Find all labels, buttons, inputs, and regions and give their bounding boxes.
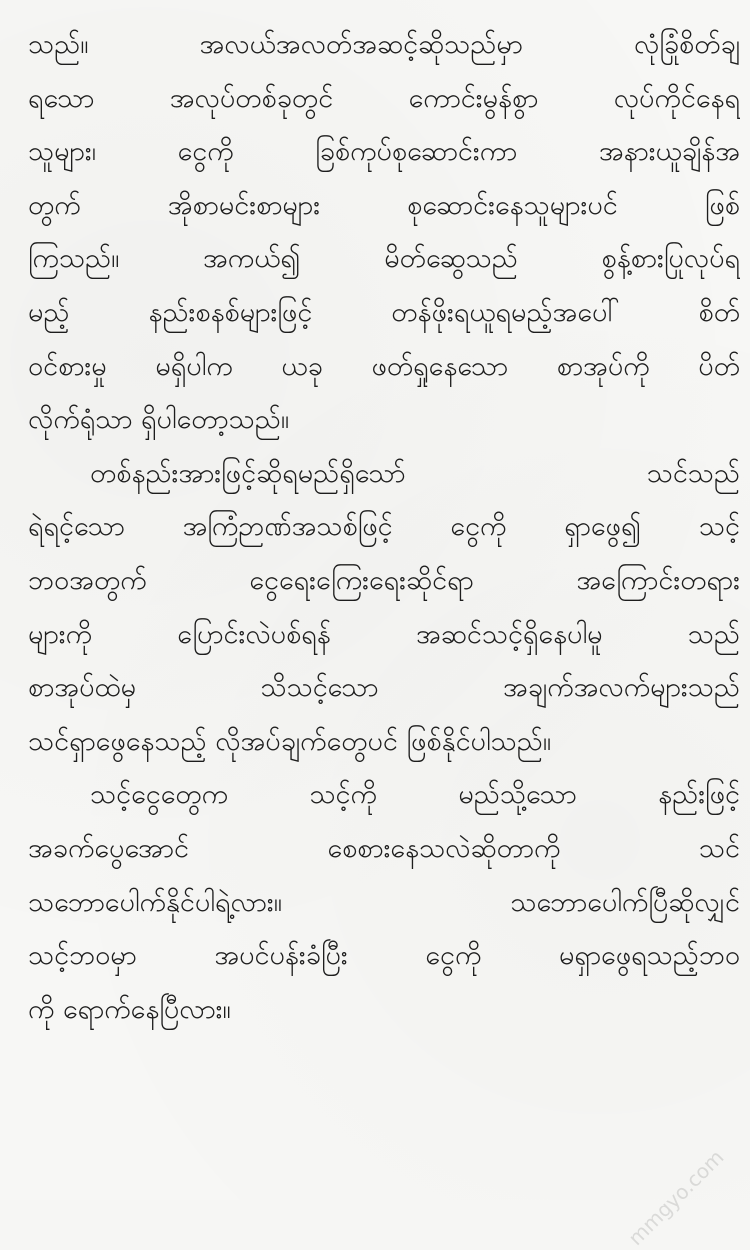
paragraph-2 <box>28 447 740 769</box>
text-line: သင့်ဘဝမှာ အပင်ပန်းခံပြီး ငွေကို မရှာဖွေရသည့်ဘဝ <box>28 940 740 972</box>
text-line: သူများ၊ ငွေကို ခြစ်ကုပ်စုဆောင်းကာ အနားယူချိန်အ <box>28 136 740 168</box>
watermark: mmgyo.com <box>623 1145 728 1250</box>
text-line: စာအုပ်ထဲမှ သိသင့်သော အချက်အလက်များသည် <box>28 672 740 704</box>
text-line: ကြသည်။ အကယ်၍ မိတ်ဆွေသည် စွန့်စားပြုလုပ်ရ <box>28 243 740 275</box>
text-line: ဘဝအတွက် ငွေရေးကြေးရေးဆိုင်ရာ အကြောင်းတရား <box>28 564 740 596</box>
text-line: ရဲရင့်သော အကြံဉာဏ်အသစ်ဖြင့် ငွေကို ရှာဖွေ၍ သင့် <box>28 511 740 543</box>
text-line: သည်။ အလယ်အလတ်အဆင့်ဆိုသည်မှာ လုံခြုံစိတ်ချ <box>28 29 740 60</box>
paragraph-1 <box>28 18 740 447</box>
text-line: တစ်နည်းအားဖြင့်ဆိုရမည်ရှိသော် သင်သည် <box>90 457 740 489</box>
text-line: ရသော အလုပ်တစ်ခုတွင် ကောင်းမွန်စွာ လုပ်ကိုင်နေရ <box>28 82 740 114</box>
text-line: လိုက်ရုံသာ ရှိပါတော့သည်။ <box>28 404 290 436</box>
text-line: ကို ရောက်နေပြီလား။ <box>28 993 231 1025</box>
paragraph-3 <box>28 768 740 1036</box>
text-line: သင်ရှာဖွေနေသည့် လိုအပ်ချက်တွေပင် ဖြစ်နိုင်ပါသည်။ <box>28 725 551 757</box>
text-line: တွက် အိုစာမင်းစာများ စုဆောင်းနေသူများပင် ဖြစ် <box>28 189 740 221</box>
text-line: သဘောပေါက်နိုင်ပါရဲ့လား။ သဘောပေါက်ပြီဆိုလျှင် <box>28 886 740 918</box>
text-line: အခက်ပွေအောင် စေစားနေသလဲဆိုတာကို သင် <box>28 832 740 864</box>
text-line: များကို ပြောင်းလဲပစ်ရန် အဆင်သင့်ရှိနေပါမူ သည် <box>28 618 740 650</box>
text-line: သင့်ငွေတွေက သင့်ကို မည်သို့သော နည်းဖြင့် <box>90 779 740 811</box>
body-text <box>28 18 740 1036</box>
text-line: မည့် နည်းစနစ်များဖြင့် တန်ဖိုးရယူရမည့်အပေါ် စိတ် <box>28 296 740 328</box>
text-line: ဝင်စားမှု မရှိပါက ယခု ဖတ်ရှုနေသော စာအုပ်ကို ပိတ် <box>28 350 740 382</box>
